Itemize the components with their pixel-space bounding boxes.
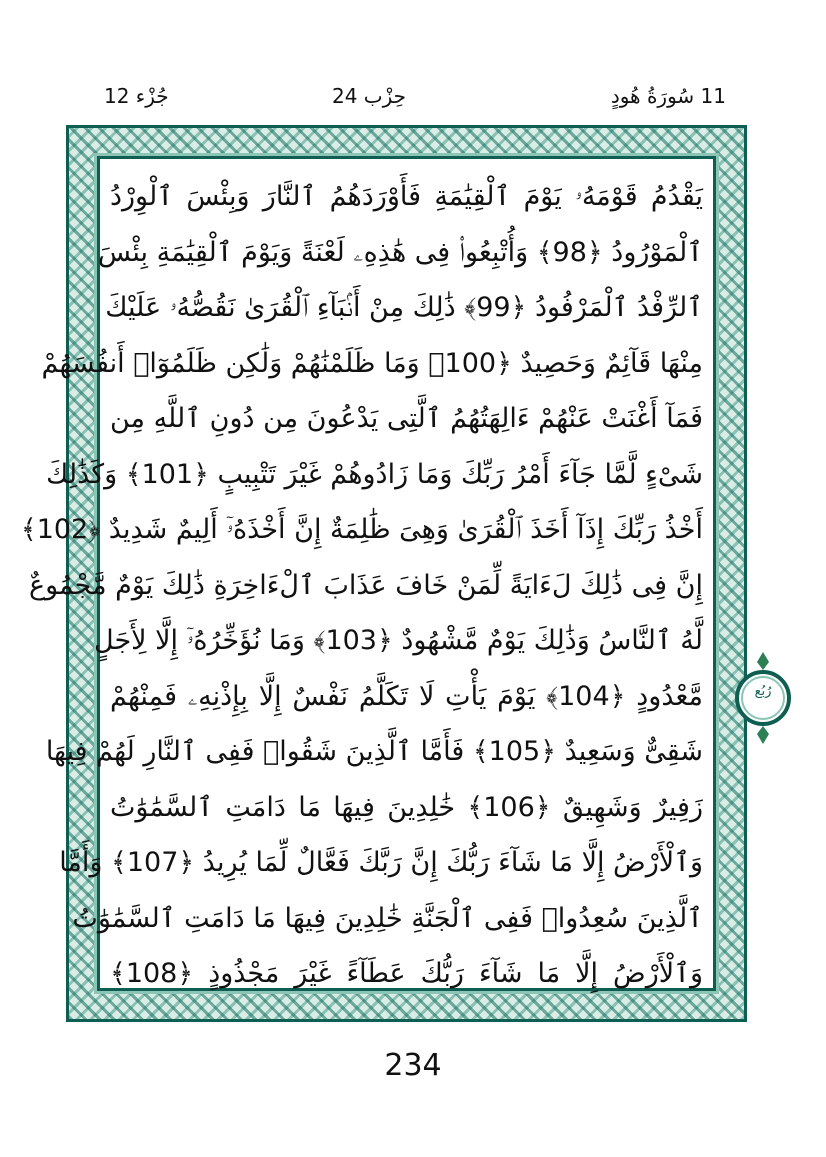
text-line: مِنْهَا قَآئِمٌ وَحَصِيدٌ ﴿100﴾ وَمَا ظَلَمْنَٰهُمْ وَلَٰكِن ظَلَمُوٓا۟ أَنفُسَهُمْ xyxy=(41,347,703,379)
rub-el-hizb-marker xyxy=(735,650,791,746)
text-line: وَٱلْأَرْضُ إِلَّا مَا شَآءَ رَبُّكَ إِنَّ رَبَّكَ فَعَّالٌ لِّمَا يُرِيدُ ﴿107﴾ وَأَمَّا xyxy=(59,847,703,878)
text-line: ٱلَّذِينَ سُعِدُوا۟ فَفِى ٱلْجَنَّةِ خَٰلِدِينَ فِيهَا مَا دَامَتِ ٱلسَّمَٰوَٰتُ xyxy=(72,902,703,934)
text-line: وَٱلْأَرْضُ إِلَّا مَا شَآءَ رَبُّكَ عَطَآءً غَيْرَ مَجْذُوذٍ ﴿108﴾ xyxy=(110,958,703,989)
surah-label: 11 سُورَةُ هُودٍ xyxy=(610,84,726,108)
page-number: 234 xyxy=(384,1048,442,1083)
text-line: شَىْءٍ لَّمَّا جَآءَ أَمْرُ رَبِّكَ وَمَا زَادُوهُمْ غَيْرَ تَتْبِيبٍ ﴿101﴾ وَكَذَٰلِكَ xyxy=(46,458,703,490)
text-line: إِنَّ فِى ذَٰلِكَ لَءَايَةً لِّمَنْ خَافَ عَذَابَ ٱلْءَاخِرَةِ ذَٰلِكَ يَوْمٌ مَّجْمُوعٌ xyxy=(29,569,703,601)
text-line: أَخْذُ رَبِّكَ إِذَآ أَخَذَ ٱلْقُرَىٰ وَهِىَ ظَٰلِمَةٌ إِنَّ أَخْذَهُۥٓ أَلِيمٌ شَدِيدٌ ﴿102﴾ xyxy=(20,514,703,545)
page-header xyxy=(100,78,730,118)
text-line: فَمَآ أَغْنَتْ عَنْهُمْ ءَالِهَتُهُمُ ٱلَّتِى يَدْعُونَ مِن دُونِ ٱللَّهِ مِن xyxy=(109,403,703,434)
hizb-label: حِزْب 24 xyxy=(332,84,407,108)
rub-label: رُبُع xyxy=(754,684,772,699)
quran-text xyxy=(20,169,704,989)
text-line: شَقِىٌّ وَسَعِيدٌ ﴿105﴾ فَأَمَّا ٱلَّذِينَ شَقُوا۟ فَفِى ٱلنَّارِ لَهُمْ فِيهَا xyxy=(45,736,703,767)
text-line: لَّهُ ٱلنَّاسُ وَذَٰلِكَ يَوْمٌ مَّشْهُودٌ ﴿103﴾ وَمَا نُؤَخِّرُهُۥٓ إِلَّا لِأَجَلٍ xyxy=(94,625,703,656)
text-panel xyxy=(20,156,716,991)
text-line: ٱلرِّفْدُ ٱلْمَرْفُودُ ﴿99﴾ ذَٰلِكَ مِنْ أَنۢبَآءِ ٱلْقُرَىٰ نَقُصُّهُۥ عَلَيْكَ xyxy=(105,292,703,323)
text-line: ٱلْمَوْرُودُ ﴿98﴾ وَأُتْبِعُوا۟ فِى هَٰذِهِۦ لَعْنَةً وَيَوْمَ ٱلْقِيَٰمَةِ بِئْسَ xyxy=(97,236,703,268)
text-line: زَفِيرٌ وَشَهِيقٌ ﴿106﴾ خَٰلِدِينَ فِيهَا مَا دَامَتِ ٱلسَّمَٰوَٰتُ xyxy=(110,791,703,823)
juz-label: جُزْء 12 xyxy=(104,84,169,108)
text-line: مَّعْدُودٍ ﴿104﴾ يَوْمَ يَأْتِ لَا تَكَلَّمُ نَفْسٌ إِلَّا بِإِذْنِهِۦ فَمِنْهُمْ xyxy=(110,680,704,712)
text-line: يَقْدُمُ قَوْمَهُۥ يَوْمَ ٱلْقِيَٰمَةِ فَأَوْرَدَهُمُ ٱلنَّارَ وَبِئْسَ ٱلْوِرْدُ xyxy=(110,181,703,212)
ornamental-frame xyxy=(20,125,747,1022)
